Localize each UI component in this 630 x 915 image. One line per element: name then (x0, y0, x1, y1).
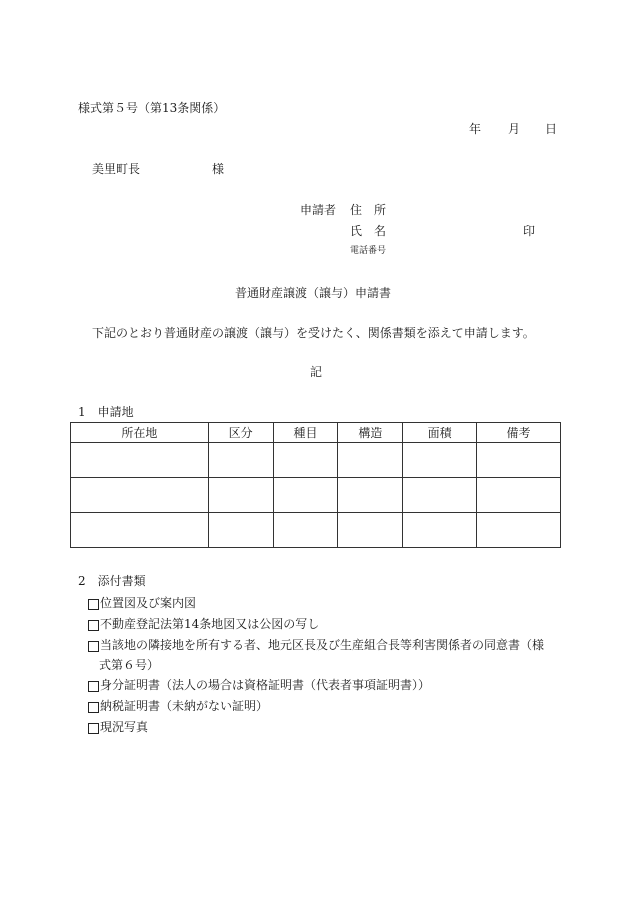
column-header-remarks: 備考 (477, 423, 561, 443)
list-item (88, 696, 558, 717)
checkbox[interactable] (88, 702, 99, 713)
table-cell[interactable] (273, 513, 338, 548)
table-cell[interactable] (403, 478, 477, 513)
table-cell[interactable] (338, 443, 403, 478)
table-cell[interactable] (477, 478, 561, 513)
table-cell[interactable] (273, 443, 338, 478)
table-cell[interactable] (71, 443, 209, 478)
document-title: 普通財産譲渡（譲与）申請書 (235, 286, 392, 300)
column-header-type: 種目 (273, 423, 338, 443)
list-item (88, 635, 558, 656)
table-cell[interactable] (71, 478, 209, 513)
attachment-label: 身分証明書（法人の場合は資格証明書（代表者事項証明書）） (100, 678, 431, 692)
attachment-label: 不動産登記法第14条地図又は公図の写し (100, 617, 320, 631)
body-text: 下記のとおり普通財産の譲渡（譲与）を受けたく、関係書類を添えて申請します。 (92, 326, 535, 340)
attachment-label: 位置図及び案内図 (100, 596, 197, 610)
table-row (71, 478, 561, 513)
applicant-address-label: 住 所 (350, 203, 387, 217)
application-land-table (70, 422, 561, 548)
list-item (88, 593, 558, 614)
section2-label: 2 添付書類 (78, 574, 146, 588)
checkbox[interactable] (88, 641, 99, 652)
checkbox[interactable] (88, 681, 99, 692)
form-number: 様式第５号（第13条関係） (78, 101, 226, 115)
table-cell[interactable] (208, 513, 273, 548)
addressee-honorific: 様 (212, 162, 225, 176)
attachments-list (88, 593, 558, 738)
table-cell[interactable] (477, 443, 561, 478)
table-cell[interactable] (208, 478, 273, 513)
date-month: 月 (508, 122, 521, 136)
addressee-name: 美里町長 (92, 162, 141, 176)
column-header-area: 面積 (403, 423, 477, 443)
table-row (71, 443, 561, 478)
column-header-category: 区分 (208, 423, 273, 443)
column-header-structure: 構造 (338, 423, 403, 443)
attachment-label: 当該地の隣接地を所有する者、地元区長及び生産組合長等利害関係者の同意書（様 (100, 638, 545, 652)
table-cell[interactable] (338, 478, 403, 513)
list-item (88, 675, 558, 696)
applicant-phone-label: 電話番号 (350, 246, 387, 256)
attachment-label: 現況写真 (100, 720, 149, 734)
table-cell[interactable] (338, 513, 403, 548)
table-cell[interactable] (477, 513, 561, 548)
section1-label: 1 申請地 (78, 405, 134, 419)
table-row (71, 513, 561, 548)
table-cell[interactable] (273, 478, 338, 513)
checkbox[interactable] (88, 723, 99, 734)
checkbox[interactable] (88, 599, 99, 610)
table-cell[interactable] (403, 513, 477, 548)
date-year: 年 (469, 122, 482, 136)
seal-mark: 印 (523, 224, 536, 238)
list-item (88, 614, 558, 635)
table-cell[interactable] (71, 513, 209, 548)
ki-marker: 記 (310, 365, 323, 379)
table-cell[interactable] (208, 443, 273, 478)
list-item (88, 717, 558, 738)
applicant-role-label: 申請者 (300, 203, 337, 217)
table-header-row (71, 423, 561, 443)
attachment-label-continuation: 式第６号） (99, 658, 160, 672)
table-cell[interactable] (403, 443, 477, 478)
column-header-location: 所在地 (71, 423, 209, 443)
date-day: 日 (545, 122, 558, 136)
applicant-name-label: 氏 名 (350, 224, 387, 238)
checkbox[interactable] (88, 620, 99, 631)
attachment-label: 納税証明書（未納がない証明） (100, 699, 269, 713)
